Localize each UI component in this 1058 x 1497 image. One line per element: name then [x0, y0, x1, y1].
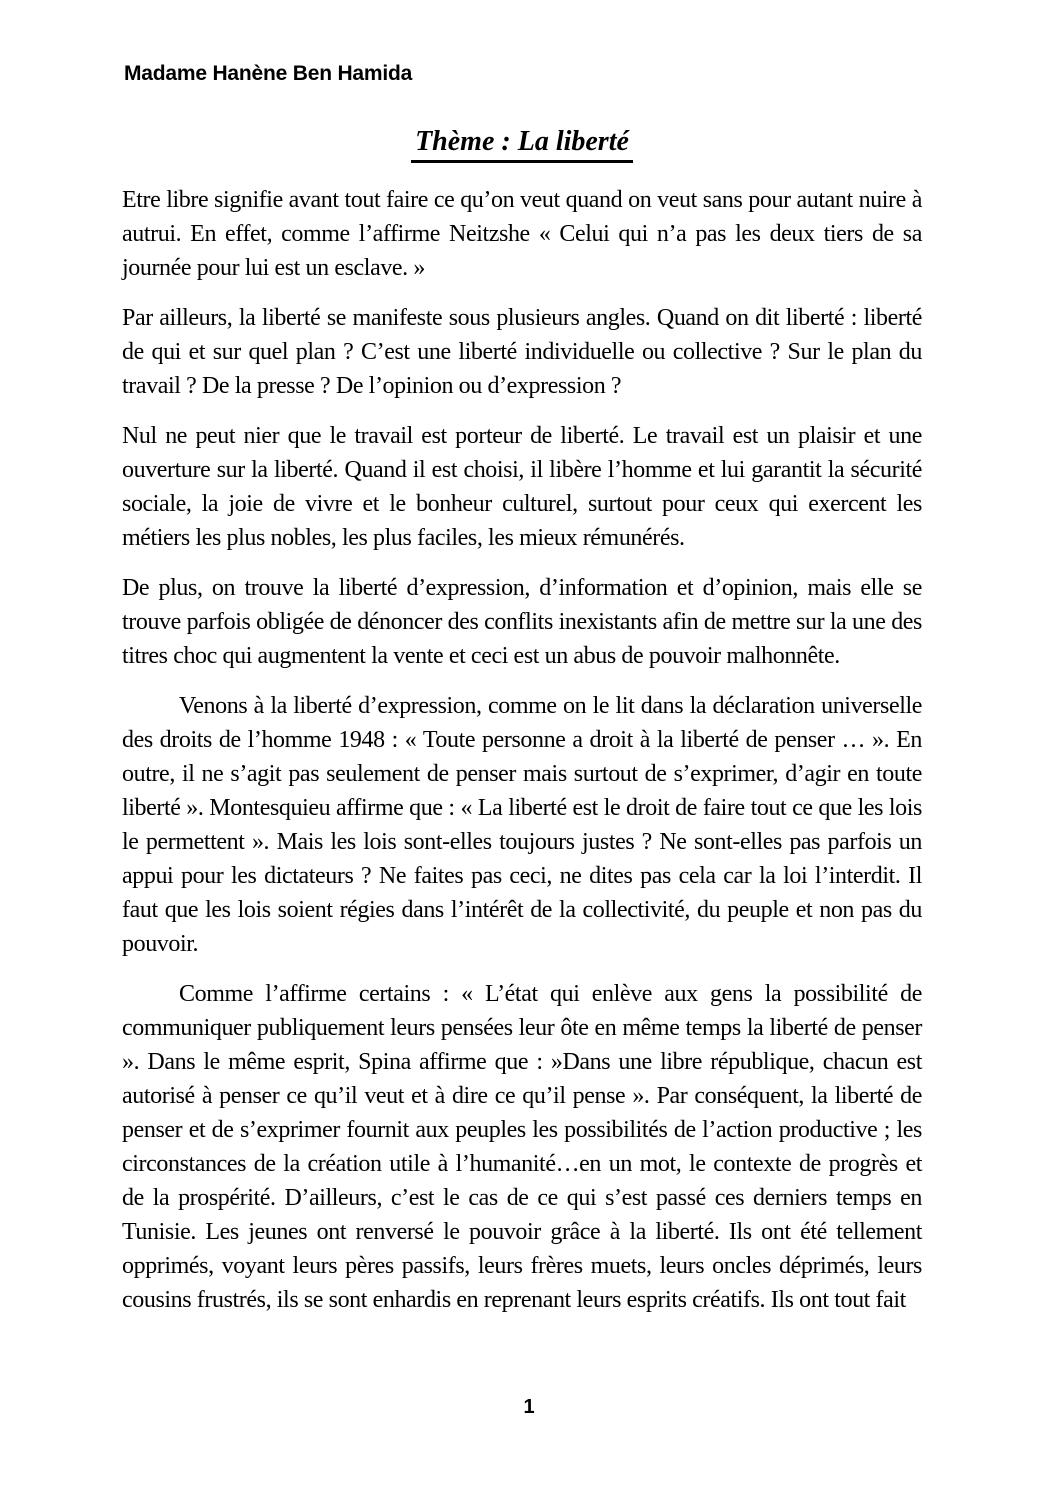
paragraph-2: Par ailleurs, la liberté se manifeste sous plusieurs angles. Quand on dit liberté : liberté de qui et sur quel plan ? C’est une liberté individuelle ou collective ? Sur le plan du travail ? De la presse ? De l’opinion ou d’expression ?	[122, 305, 922, 399]
paragraph-3: Nul ne peut nier que le travail est porteur de liberté. Le travail est un plaisir et une ouverture sur la liberté. Quand il est choisi, il libère l’homme et lui garantit la sécurité sociale, la joie de vivre et le bonheur culturel, surtout pour ceux qui exercent les métiers les plus nobles, les plus faciles, les mieux rémunérés.	[122, 423, 922, 551]
document-title: Thème : La liberté	[411, 126, 633, 163]
title-container	[122, 126, 922, 163]
paragraph-1: Etre libre signifie avant tout faire ce qu’on veut quand on veut sans pour autant nuire à autrui. En effet, comme l’affirme Neitzshe « Celui qui n’a pas les deux tiers de sa journée pour lui est un esclave. »	[122, 187, 922, 281]
paragraph-6: Comme l’affirme certains : « L’état qui enlève aux gens la possibilité de communiquer publiquement leurs pensées leur ôte en même temps la liberté de penser ». Dans le même esprit, Spina affirme que : »Dans une libre république, chacun est autorisé à penser ce qu’il veut et à dire ce qu’il pense ». Par conséquent, la liberté de penser et de s’exprimer fournit aux peuples les possibilités de l’action productive ; les circonstances de la création utile à l’humanité…en un mot, le contexte de progrès et de la prospérité. D’ailleurs, c’est le cas de ce qui s’est passé ces derniers temps en Tunisie. Les jeunes ont renversé le pouvoir grâce à la liberté. Ils ont été tellement opprimés, voyant leurs pères passifs, leurs frères muets, leurs oncles déprimés, leurs cousins frustrés, ils se sont enhardis en reprenant leurs esprits créatifs. Ils ont tout fait	[122, 981, 922, 1313]
page-number: 1	[523, 1396, 535, 1418]
paragraph-4: De plus, on trouve la liberté d’expression, d’information et d’opinion, mais elle se trouve parfois obligée de dénoncer des conflits inexistants afin de mettre sur la une des titres choc qui augmentent la vente et ceci est un abus de pouvoir malhonnête.	[122, 575, 922, 669]
paragraph-5: Venons à la liberté d’expression, comme on le lit dans la déclaration universelle des droits de l’homme 1948 : « Toute personne a droit à la liberté de penser … ». En outre, il ne s’agit pas seulement de penser mais surtout de s’exprimer, d’agir en toute liberté ». Montesquieu affirme que : « La liberté est le droit de faire tout ce que les lois le permettent ». Mais les lois sont-elles toujours justes ? Ne sont-elles pas parfois un appui pour les dictateurs ? Ne faites pas ceci, ne dites pas cela car la loi l’interdit. Il faut que les lois soient régies dans l’intérêt de la collectivité, du peuple et non pas du pouvoir.	[122, 693, 922, 957]
author-header: Madame Hanène Ben Hamida	[124, 62, 413, 85]
